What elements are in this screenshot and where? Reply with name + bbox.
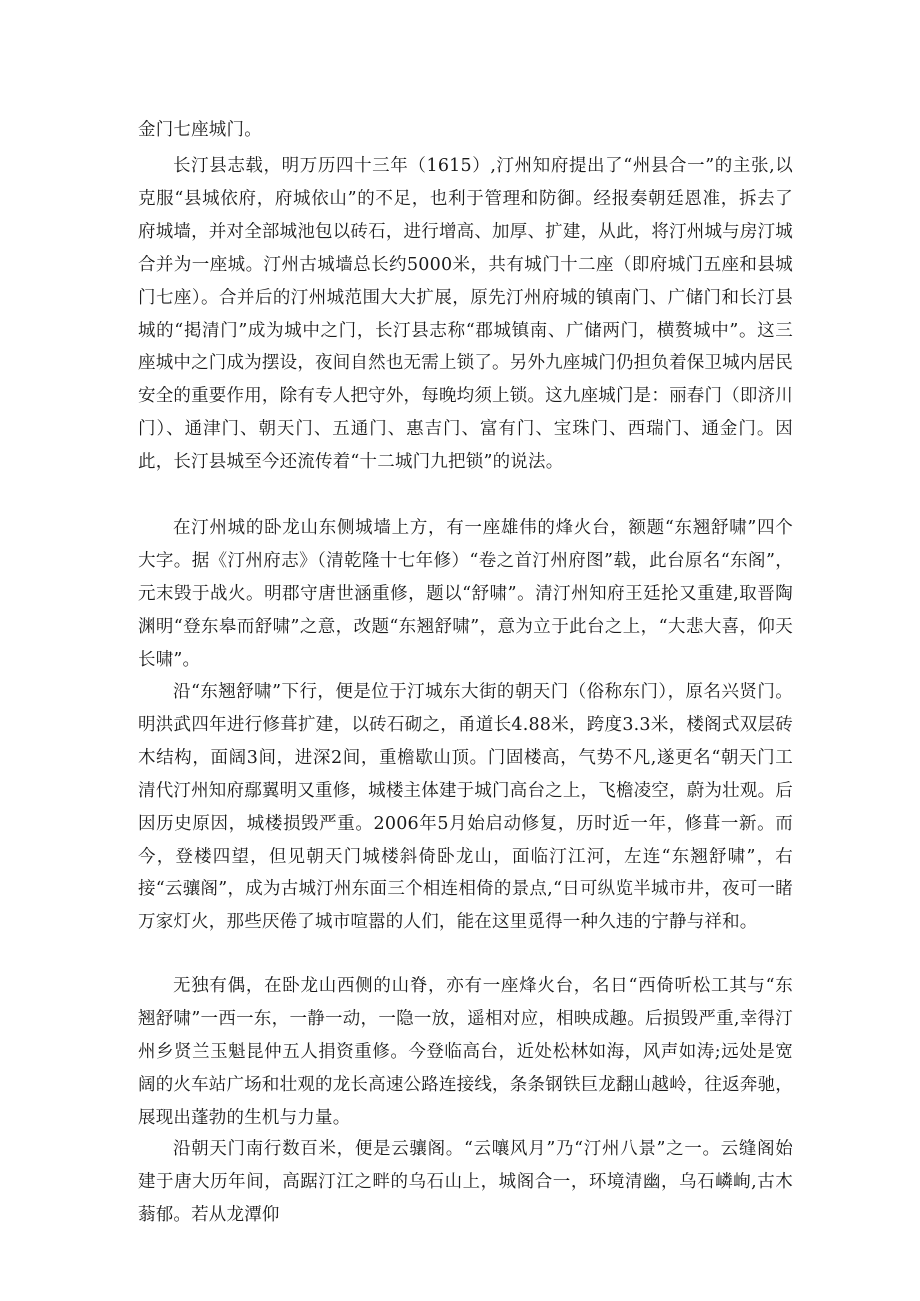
paragraph-west-beacon-tower: 无独有偶，在卧龙山西侧的山脊，亦有一座烽火台，名日“西倚听松工其与“东翘舒啸”一西一东，一静一动，一隐一放，遥相对应，相映成趣。后损毁严重,幸得汀州乡贤兰玉魁昆仲五人捐资重修。今登临高台，近处松林如海，风声如涛;远处是宽阔的火车站广场和壮观的龙长高速公路连接线，条条钢铁巨龙翻山越岭，往返奔驰，展现出蓬勃的生机与力量。 xyxy=(138,976,793,1128)
paragraph-fragment: 金门七座城门。 xyxy=(138,120,262,140)
paragraph-east-beacon-tower: 在汀州城的卧龙山东侧城墙上方，有一座雄伟的烽火台，额题“东翘舒啸”四个大字。据《汀州府志》（清乾隆十七年修）“卷之首汀州府图”载，此台原名“东阁”，元末毁于战火。明郡守唐世涵重修，题以“舒啸”。清汀州知府王廷抡又重建,取晋陶渊明“登东皋而舒啸”之意，改题“东翘舒啸”，意为立于此台之上，“大悲大喜，仰天长啸”。 xyxy=(138,518,793,670)
paragraph-city-merger: 长汀县志载，明万历四十三年（1615）,汀州知府提出了“州县合一”的主张,以克服“县城依府，府城依山”的不足，也利于管理和防御。经报奏朝廷恩准，拆去了府城墙，并对全部城池包以砖石，进行增高、加厚、扩建，从此，将汀州城与房汀城合并为一座城。汀州古城墙总长约5000米，共有城门十二座（即府城门五座和县城门七座）。合并后的汀州城范围大大扩展，原先汀州府城的镇南门、广储门和长汀县城的“掲清门”成为城中之门，长汀县志称“郡城镇南、广储两门，横赘城中”。这三座城中之门成为摆设，夜间自然也无需上锁了。另外九座城门仍担负着保卫城内居民安全的重要作用，除有专人把守外，每晚均须上锁。这九座城门是：丽春门（即济川门）、通津门、朝天门、五通门、惠吉门、富有门、宝珠门、西瑞门、通金门。因此，长汀县城至今还流传着“十二城门九把锁”的说法。 xyxy=(138,156,793,473)
paragraph-yunxiang-pavilion: 沿朝天门南行数百米，便是云骧阁。“云嚷风月”乃“汀州八景”之一。云缝阁始建于唐大历年间，高踞汀江之畔的乌石山上，城阁合一，环境清幽，乌石嶙峋,古木蓊郁。若从龙潭仰 xyxy=(138,1139,793,1225)
paragraph-chaotian-gate: 沿“东翘舒啸”下行，便是位于汀城东大街的朝天门（俗称东门），原名兴贤门。明洪武四年进行修葺扩建，以砖石砌之，甬道长4.88米，跨度3.3米，楼阁式双层砖木结构，面阔3间，进深2间，重檐歇山顶。门固楼高，气势不凡,遂更名“朝天门工清代汀州知府鄢翼明又重修，城楼主体建于城门高台之上，飞檐凌空，蔚为壮观。后因历史原因，城楼损毁严重。2006年5月始启动修复，历时近一年，修葺一新。而今，登楼四望，但见朝天门城楼斜倚卧龙山，面临汀江河，左连“东翘舒啸”，右接“云骧阁”，成为古城汀州东面三个相连相倚的景点,“日可纵览半城市井，夜可一睹万家灯火，那些厌倦了城市喧嚣的人们，能在这里觅得一种久违的宁静与祥和。 xyxy=(138,682,793,933)
